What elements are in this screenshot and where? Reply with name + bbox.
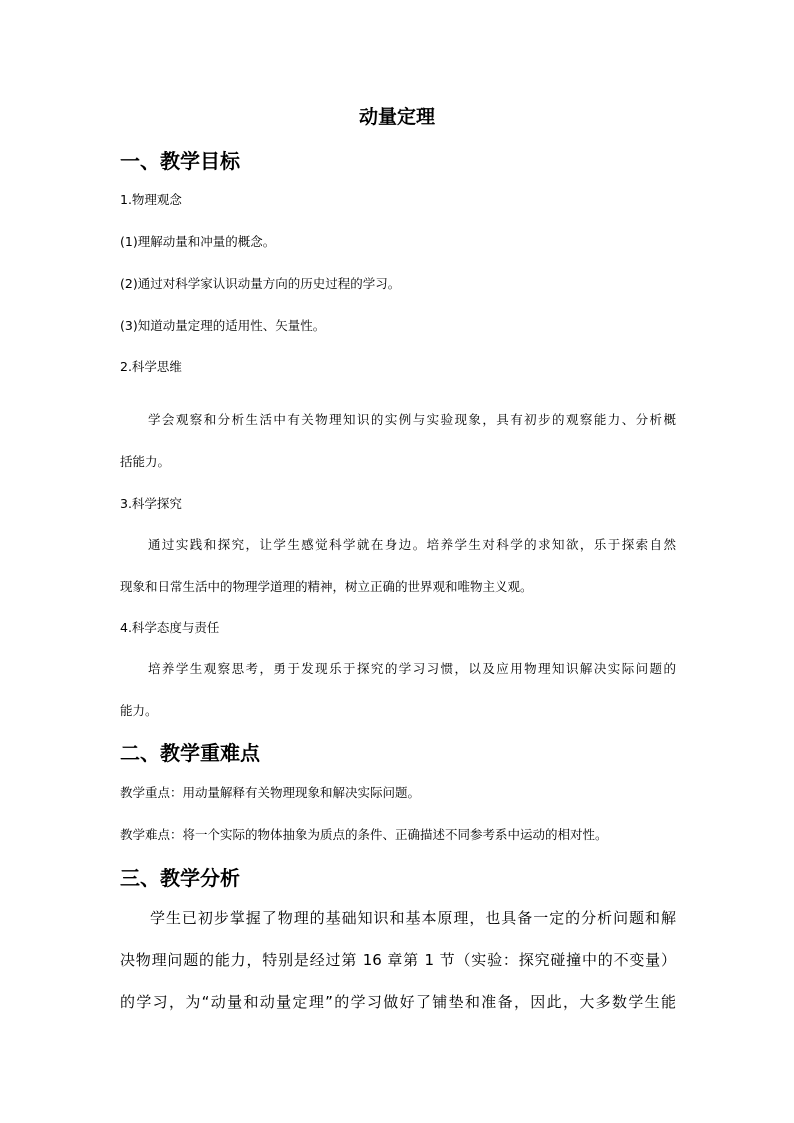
teaching-focus: 教学重点：用动量解释有关物理现象和解决实际问题。 [120,785,421,800]
paragraph-line: 能力。 [120,703,158,718]
objective-scientific-inquiry: 3.科学探究 [120,496,182,511]
objective-physics-concept: 1.物理观念 [120,192,182,207]
paragraph-line: 决物理问题的能力，特别是经过第 16 章第 1 节（实验：探究碰撞中的不变量） [120,951,676,969]
paragraph-line: 学生已初步掌握了物理的基础知识和基本原理，也具备一定的分析问题和解 [150,909,676,927]
paragraph-line: 现象和日常生活中的物理学道理的精神，树立正确的世界观和唯物主义观。 [120,579,533,594]
objective-item-1: (1)理解动量和冲量的概念。 [120,234,276,249]
section-heading-objectives: 一、教学目标 [120,149,240,173]
document-title: 动量定理 [358,106,435,128]
paragraph-line: 的学习，为“动量和动量定理”的学习做好了铺垫和准备，因此，大多数学生能 [120,993,676,1011]
paragraph-line: 通过实践和探究，让学生感觉科学就在身边。培养学生对科学的求知欲，乐于探索自然 [148,537,676,552]
section-heading-analysis: 三、教学分析 [120,866,240,890]
objective-item-2: (2)通过对科学家认识动量方向的历史过程的学习。 [120,276,401,291]
paragraph-line: 培养学生观察思考，勇于发现乐于探究的学习习惯，以及应用物理知识解决实际问题的 [148,661,676,676]
paragraph-line: 括能力。 [120,454,171,469]
objective-attitude-responsibility: 4.科学态度与责任 [120,620,220,635]
paragraph-line: 学会观察和分析生活中有关物理知识的实例与实验现象，具有初步的观察能力、分析概 [148,412,676,427]
teaching-difficulty: 教学难点：将一个实际的物体抽象为质点的条件、正确描述不同参考系中运动的相对性。 [120,827,608,842]
objective-scientific-thinking: 2.科学思维 [120,359,182,374]
objective-item-3: (3)知道动量定理的适用性、矢量性。 [120,318,326,333]
section-heading-key-points: 二、教学重难点 [120,741,260,765]
